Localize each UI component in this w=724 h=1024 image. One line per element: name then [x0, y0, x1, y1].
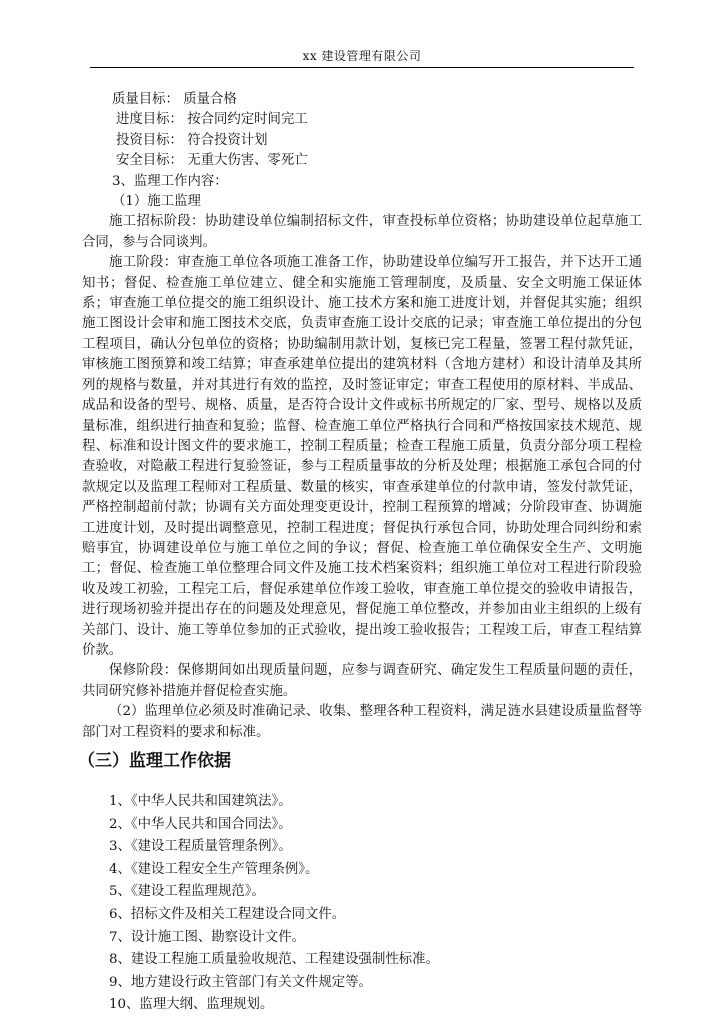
basis-list: [82, 791, 642, 1017]
list-item: 3、《建设工程质量管理条例》。: [109, 839, 292, 855]
document-body: [78, 90, 642, 1017]
header-rule: [90, 67, 634, 68]
list-item: 4、《建设工程安全生产管理条例》。: [109, 861, 319, 877]
list-item: 7、设计施工图、勘察设计文件。: [109, 929, 305, 945]
list-item: 5、《建设工程监理规范》。: [109, 884, 265, 900]
paragraph-records: （2）监理单位必须及时准确记录、收集、整理各种工程资料，满足涟水县建设质量监督等部门对工程资料的要求和标准。: [82, 704, 642, 740]
list-item: 6、招标文件及相关工程建设合同文件。: [109, 906, 346, 922]
paragraph-bidding-stage: 施工招标阶段：协助建设单位编制招标文件，审查投标单位资格；协助建设单位起草施工合同，参与合同谈判。: [82, 214, 642, 250]
goal-safety: 安全目标： 无重大伤害、零死亡: [116, 153, 308, 169]
list-item: 1、《中华人民共和国建筑法》。: [109, 794, 292, 809]
section-title-basis: （三）监理工作依据: [78, 751, 231, 771]
goal-schedule: 进度目标： 按合同约定时间完工: [116, 112, 308, 128]
work-heading: 3、监理工作内容：: [112, 173, 228, 189]
goal-investment: 投资目标： 符合投资计划: [116, 132, 268, 148]
paragraph-warranty-stage: 保修阶段：保修期间如出现质量问题，应参与调查研究、确定发生工程质量问题的责任，共同研究修补措施并督促检查实施。: [82, 663, 642, 699]
list-item: 10、监理大纲、监理规划。: [109, 997, 274, 1013]
page-header: xx 建设管理有限公司: [302, 49, 422, 63]
subheading-construction-supervision: （1）施工监理: [112, 194, 201, 210]
paragraph-construction-stage: 施工阶段：审查施工单位各项施工准备工作，协助建设单位编写开工报告，并下达开工通知书；督促、检查施工单位建立、健全和实施施工管理制度，及质量、安全文明施工保证体系；审查施工单位提交的施工组织设计、施工技术方案和施工进度计划，并督促其实施；组织施工图设计会审和施工图技术交底，负责审查施工设计交底的记录；审查施工单位提出的分包工程项目，确认分包单位的资格；协助编制用款计划，复核已完工程量，签署工程付款凭证，审核施工图预算和竣工结算；审查承建单位提出的建筑材料（含地方建材）和设计清单及其所列的规格与数量，并对其进行有效的监控，及时签证审定；审查工程使用的原材料、半成品、成品和设备的型号、规格、质量，是否符合设计文件或标书所规定的厂家、型号、规格以及质量标准，组织进行抽查和复验；监督、检查施工单位严格执行合同和严格按国家技术规范、规程、标准和设计图文件的要求施工，控制工程质量；检查工程施工质量，负责分部分项工程检查验收，对隐蔽工程进行复验签证，参与工程质量事故的分析及处理；根据施工承包合同的付款规定以及监理工程师对工程质量、数量的核实，审查承建单位的付款申请，签发付款凭证，严格控制超前付款；协调有关方面处理变更设计，控制工程预算的增减；分阶段审查、协调施工进度计划，及时提出调整意见，控制工程进度；督促执行承包合同，协助处理合同纠纷和索赔事宜，协调建设单位与施工单位之间的争议；督促、检查施工单位确保安全生产、文明施工；督促、检查施工单位整理合同文件及施工技术档案资料；组织施工单位对工程进行阶段验收及竣工初验，工程完工后，督促承建单位作竣工验收，审查施工单位提交的验收申请报告，进行现场初验并提出存在的问题及处理意见，督促施工单位整改，并参加由业主组织的上级有关部门、设计、施工等单位参加的正式验收，提出竣工验收报告；工程竣工后，审查工程结算价款。: [82, 255, 642, 658]
goal-quality: 质量目标： 质量合格: [112, 92, 237, 107]
list-item: 9、地方建设行政主管部门有关文件规定等。: [109, 974, 372, 990]
list-item: 2、《中华人民共和国合同法》。: [109, 816, 292, 832]
list-item: 8、建设工程施工质量验收规范、工程建设强制性标准。: [109, 952, 439, 968]
